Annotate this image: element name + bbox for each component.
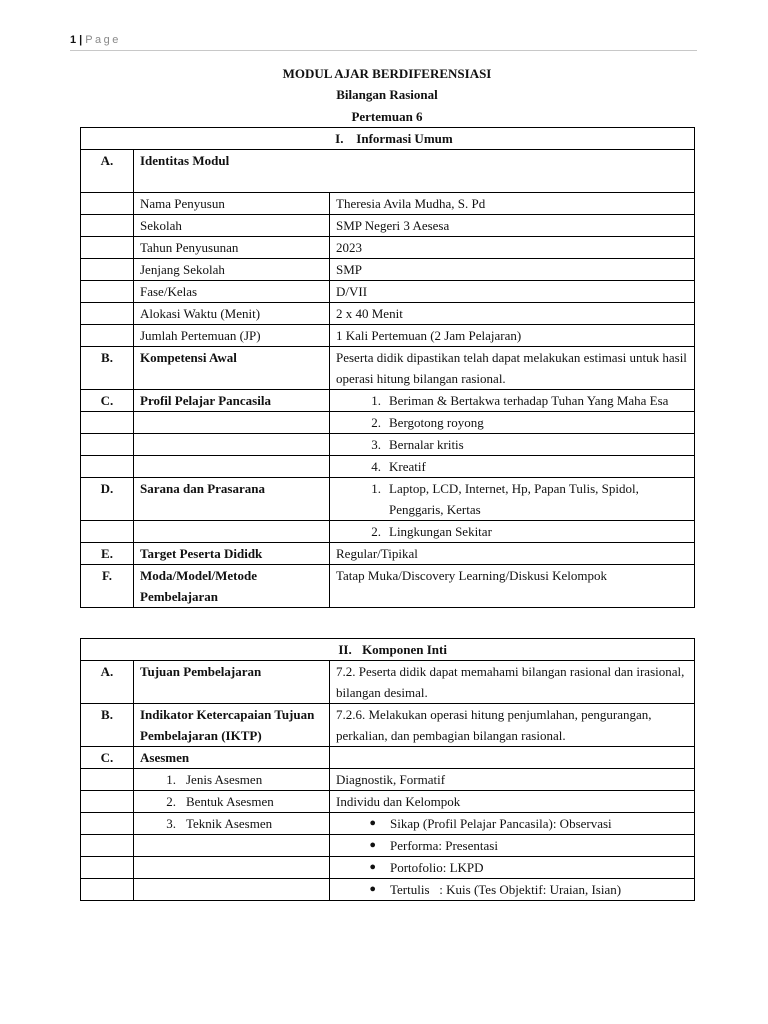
tujuan-value: 7.2. Peserta didik dapat memahami bilangan rasional dan irasional, bilangan desimal.	[330, 661, 695, 704]
target-value: Regular/Tipikal	[330, 543, 695, 565]
table-row	[81, 325, 695, 347]
table-row	[81, 390, 695, 412]
table-row	[81, 747, 695, 769]
row-letter: D.	[81, 478, 134, 521]
list-item: ● Sikap (Profil Pelajar Pancasila): Observasi	[336, 813, 688, 834]
list-item: 1. Laptop, LCD, Internet, Hp, Papan Tulis, Spidol, Penggaris, Kertas	[371, 481, 639, 517]
list-item: 2. Bentuk Asesmen	[166, 794, 274, 809]
row-letter: C.	[81, 390, 134, 412]
section-header	[81, 128, 695, 150]
info-value: SMP Negeri 3 Aesesa	[330, 215, 695, 237]
row-letter: B.	[81, 704, 134, 747]
table-row	[81, 791, 695, 813]
page-word: Page	[85, 34, 121, 46]
row-letter: C.	[81, 747, 134, 769]
list-item: ● Performa: Presentasi	[336, 835, 688, 856]
info-label: Alokasi Waktu (Menit)	[134, 303, 330, 325]
row-letter: A.	[81, 661, 134, 704]
table-row	[81, 879, 695, 901]
info-label: Sekolah	[134, 215, 330, 237]
asesmen-value: Diagnostik, Formatif	[330, 769, 695, 791]
iktp-value: 7.2.6. Melakukan operasi hitung penjumlahan, pengurangan, perkalian, dan pembagian bilangan rasional.	[330, 704, 695, 747]
row-label: Sarana dan Prasarana	[134, 478, 330, 521]
komponen-inti-table	[80, 638, 695, 901]
table-row	[81, 704, 695, 747]
info-label: Fase/Kelas	[134, 281, 330, 303]
row-letter: B.	[81, 347, 134, 390]
table-row	[81, 835, 695, 857]
table-row	[81, 813, 695, 835]
row-label: Target Peserta Dididk	[134, 543, 330, 565]
section-title: Komponen Inti	[362, 642, 447, 657]
row-label: Kompetensi Awal	[134, 347, 330, 390]
info-value: 1 Kali Pertemuan (2 Jam Pelajaran)	[330, 325, 695, 347]
section-number: II.	[338, 642, 352, 657]
doc-meeting: Pertemuan 6	[351, 109, 423, 124]
table-row	[81, 456, 695, 478]
table-row	[81, 150, 695, 193]
list-item: 2. Bergotong royong	[371, 415, 484, 430]
bullet-icon: ●	[369, 839, 376, 851]
doc-title: MODUL AJAR BERDIFERENSIASI	[282, 66, 492, 81]
page-separator: |	[79, 34, 83, 46]
moda-value: Tatap Muka/Discovery Learning/Diskusi Kelompok	[330, 565, 695, 608]
informasi-umum-table	[80, 127, 695, 608]
info-value: 2023	[330, 237, 695, 259]
table-row	[81, 639, 695, 661]
table-row	[81, 661, 695, 704]
row-letter: F.	[81, 565, 134, 608]
table-row	[81, 521, 695, 543]
section-header	[81, 639, 695, 661]
doc-subtitle: Bilangan Rasional	[336, 87, 438, 102]
row-label: Asesmen	[134, 747, 330, 769]
section-number: I.	[335, 131, 344, 146]
list-item: 1. Jenis Asesmen	[166, 772, 263, 787]
row-label: Indikator Ketercapaian Tujuan Pembelajaran (IKTP)	[134, 704, 330, 747]
list-item: ● Portofolio: LKPD	[336, 857, 688, 878]
row-label: Profil Pelajar Pancasila	[134, 390, 330, 412]
kompetensi-value: Peserta didik dipastikan telah dapat melakukan estimasi untuk hasil operasi hitung bilangan rasional.	[330, 347, 695, 390]
row-letter: E.	[81, 543, 134, 565]
bullet-icon: ●	[369, 883, 376, 895]
table-row	[81, 412, 695, 434]
list-item: ● Tertulis : Kuis (Tes Objektif: Uraian, Isian)	[336, 879, 688, 900]
table-row	[81, 215, 695, 237]
row-label: Moda/Model/Metode Pembelajaran	[134, 565, 330, 608]
table-row	[81, 565, 695, 608]
info-value: D/VII	[330, 281, 695, 303]
table-row	[81, 434, 695, 456]
info-label: Jumlah Pertemuan (JP)	[134, 325, 330, 347]
info-value: SMP	[330, 259, 695, 281]
row-label: Identitas Modul	[134, 150, 695, 193]
info-label: Tahun Penyusunan	[134, 237, 330, 259]
section-title: Informasi Umum	[356, 131, 453, 146]
table-row	[81, 237, 695, 259]
list-item: 4. Kreatif	[371, 459, 426, 474]
bullet-icon: ●	[369, 861, 376, 873]
table-row	[81, 543, 695, 565]
table-row	[81, 193, 695, 215]
table-row	[81, 281, 695, 303]
list-item: 3. Teknik Asesmen	[166, 816, 273, 831]
page-number: 1	[70, 34, 77, 46]
page-header	[70, 34, 697, 51]
info-value: 2 x 40 Menit	[330, 303, 695, 325]
table-row	[81, 478, 695, 521]
list-item: 2. Lingkungan Sekitar	[371, 524, 492, 539]
table-row	[81, 128, 695, 150]
table-row	[81, 857, 695, 879]
table-row	[81, 347, 695, 390]
list-item: 3. Bernalar kritis	[371, 437, 464, 452]
bullet-icon: ●	[369, 817, 376, 829]
row-letter: A.	[81, 150, 134, 193]
info-value: Theresia Avila Mudha, S. Pd	[330, 193, 695, 215]
info-label: Jenjang Sekolah	[134, 259, 330, 281]
asesmen-value: Individu dan Kelompok	[330, 791, 695, 813]
info-label: Nama Penyusun	[134, 193, 330, 215]
row-label: Tujuan Pembelajaran	[134, 661, 330, 704]
list-item: 1. Beriman & Bertakwa terhadap Tuhan Yang Maha Esa	[371, 393, 669, 408]
table-row	[81, 259, 695, 281]
table-row	[81, 769, 695, 791]
table-row	[81, 303, 695, 325]
